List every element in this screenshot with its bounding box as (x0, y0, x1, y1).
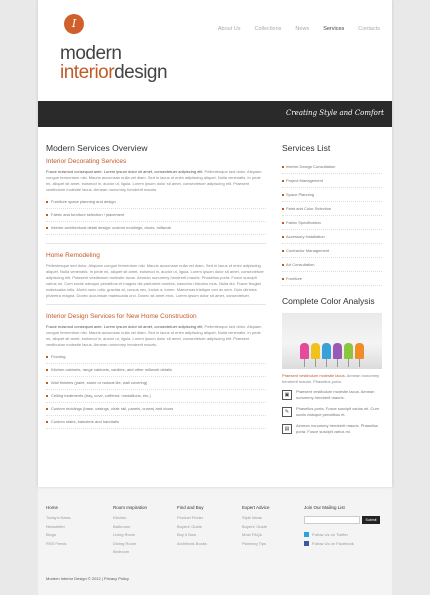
feature-item (282, 423, 382, 434)
submit-button[interactable]: Submit (362, 516, 380, 524)
services-list-item[interactable]: Space Planning (282, 188, 382, 202)
footer-col-room-inspiration (113, 505, 147, 558)
bullet-list (46, 351, 266, 429)
list-item: Custom moldings (base, casings, chair rail, panels, crown) and doors (46, 403, 266, 416)
footer-heading: Expert Advice (242, 505, 270, 510)
footer-link[interactable]: Kitchen (113, 515, 127, 520)
footer-link[interactable]: Today's News (46, 515, 71, 520)
paragraph-body: Pellentesque sed dolor. Aliquam congue fermentum nisl. Mauris accumsan nulla vel diam. Sed in lacus ut enim adipiscing aliquet. Nulla venenatis. In pede mi, aliquet sit amet, euismod in, auctor ut, ligula. Lorem ipsum dolor sit amet, consectetuer adipiscing elit. Praesent vestibulum molestie lacus. Aenean nonummy hendrerit mauris. (46, 169, 262, 192)
feature-text: Aenean nonummy hendrerit mauris. Phasellus porta. Fusce suscipit varius mi. (296, 423, 379, 434)
services-list-item[interactable]: Fabric Specification (282, 216, 382, 230)
twitter-link[interactable] (304, 532, 348, 537)
list-item: Furniture space planning and design (46, 196, 266, 209)
facebook-icon (304, 541, 309, 546)
list-item: Custom stairs, balusters and handrails (46, 416, 266, 429)
divider (46, 243, 266, 244)
footer-link[interactable]: Product Finder (177, 515, 204, 520)
list-item: Wall finishes (paint, stone or natural tile, wall covering) (46, 377, 266, 390)
nav-services[interactable]: Services (323, 26, 345, 32)
footer-link[interactable]: Buyers' Guide (242, 523, 267, 529)
footer-heading: Find and Buy (177, 505, 204, 510)
banner-tagline: Creating Style and Comfort (285, 109, 384, 117)
paragraph-lead: Fusce euismod consequat ante. Lorem ipsum dolor sit amet, consectetuer adipiscing elit. (46, 324, 204, 329)
feature-item (282, 389, 382, 400)
footer-link[interactable]: Most FAQs (242, 532, 262, 537)
list-item: Flooring (46, 351, 266, 364)
footer-link[interactable]: Bedroom (113, 549, 130, 554)
divider (46, 304, 266, 305)
footer-col-expert-advice (242, 505, 270, 549)
nav-contacts[interactable]: Contacts (358, 26, 380, 32)
sidebar-title: Services List (282, 143, 331, 153)
chair-shape (300, 343, 309, 359)
chair-shape (355, 343, 364, 359)
section-heading-new-construction: Interior Design Services for New Home Construction (46, 313, 197, 320)
page (38, 0, 392, 595)
section-paragraph (46, 324, 266, 348)
footer-link[interactable]: Living Room (113, 532, 136, 537)
footer-link[interactable]: RSS Feeds (46, 540, 67, 546)
chair-shape (311, 343, 320, 359)
services-list-item[interactable]: Art Consultation (282, 258, 382, 272)
paragraph-body: Pellentesque sed dolor. Aliquam congue fermentum nisl. Mauris accumsan nulla vel diam. Sed in lacus ut enim adipiscing aliquet. Nulla venenatis. In pede mi, aliquet sit amet, euismod in, auctor ut, ligula. Lorem ipsum dolor sit amet, consectetuer adipiscing elit. Praesent vestibulum molestie lacus. Aenean nonummy hendrerit mauris. (46, 324, 262, 347)
footer-link[interactable]: Newsletter (46, 523, 65, 529)
main-column (46, 143, 266, 437)
footer-col-find-and-buy (177, 505, 207, 549)
facebook-link[interactable] (304, 541, 354, 546)
footer-heading: Home (46, 505, 59, 510)
footer-heading: Join Our Mailing List (304, 505, 345, 510)
chair-shape (344, 343, 353, 359)
footer-link[interactable]: Buyers' Guide (177, 523, 202, 529)
nav-news[interactable]: News (295, 26, 310, 32)
footer-col-mailing-list (304, 505, 384, 555)
services-list-item[interactable]: Furniture (282, 272, 382, 286)
logo-icon[interactable]: I (64, 14, 84, 34)
services-list-item[interactable]: Interior Design Consultation (282, 160, 382, 174)
email-input[interactable] (304, 516, 360, 524)
content-card (38, 0, 392, 487)
footer-link[interactable]: Blogs (46, 532, 57, 537)
chair-shape (322, 343, 331, 359)
list-item: Interior architectural detail design: custom moldings, doors, millwork (46, 222, 266, 235)
analysis-paragraph (282, 373, 382, 385)
feature-text: Phasellus porta. Fusce suscipit varius mi. Cum sociis natoque penatibus et. (296, 406, 379, 417)
footer-link[interactable]: Architects Books (177, 540, 207, 546)
section-heading-remodeling: Home Remodeling (46, 252, 100, 259)
footer-heading: Room Inspiration (113, 505, 148, 510)
document-icon: ▤ (282, 424, 292, 434)
page-title: Modern Services Overview (46, 143, 148, 153)
bullet-list (46, 196, 266, 235)
list-item: Ceiling treatments (tray, cove, coffered, medallions, etc.) (46, 390, 266, 403)
services-list-item[interactable]: Contractor Management (282, 244, 382, 258)
paragraph-lead: Fusce euismod consequat ante. Lorem ipsum dolor sit amet, consectetuer adipiscing elit. (46, 169, 204, 174)
feature-item (282, 406, 382, 417)
logo-text-design: design (114, 62, 168, 83)
feature-text: Praesent vestibulum molestie lacus. Aenean nonummy hendrerit mauris. (296, 389, 375, 400)
banner (38, 101, 392, 127)
services-list-item[interactable]: Accessory Installation (282, 230, 382, 244)
footer-link[interactable]: Dining Room (113, 540, 137, 546)
sidebar (282, 143, 382, 440)
chairs-photo (282, 313, 382, 369)
list-item: Kitchen cabinets, range cabinets, vanities, and other millwork details (46, 364, 266, 377)
analysis-title: Complete Color Analysis (282, 296, 375, 306)
list-item: Fabric and furniture selection / placement (46, 209, 266, 222)
section-heading-decorating: Interior Decorating Services (46, 158, 127, 165)
pencil-icon: ✎ (282, 407, 292, 417)
footer-col-home (46, 505, 71, 549)
image-icon: ▣ (282, 390, 292, 400)
logo-text-interior: interior (60, 62, 115, 83)
main-nav (218, 26, 380, 32)
facebook-label: Follow Us on Facebook (312, 541, 354, 546)
footer-link[interactable]: Bathroom (113, 523, 131, 529)
footer-link[interactable]: Planning Tips (242, 540, 267, 546)
analysis-lead: Praesent vestibulum molestie lacus. (282, 373, 346, 378)
services-list-item[interactable]: Paint and Color Selection (282, 202, 382, 216)
footer-link[interactable]: Buy it Now (177, 532, 197, 537)
nav-about-us[interactable]: About Us (217, 26, 241, 32)
logo-text-line1[interactable]: modern (60, 43, 122, 64)
logo-text-line2[interactable] (60, 63, 167, 83)
copyright: Modern Interior Design © 2012 | Privacy Policy (46, 576, 129, 581)
analysis-body: Aenean nonummy hendrerit mauris. Phasellus porta. (282, 373, 380, 384)
services-list (282, 160, 382, 286)
nav-collections[interactable]: Collections (254, 26, 282, 32)
twitter-label: Follow Us on Twitter (312, 532, 348, 537)
footer-link[interactable]: Style Ideas (242, 515, 262, 520)
twitter-icon (304, 532, 309, 537)
chair-shape (333, 343, 342, 359)
section-paragraph: Pellentesque sed dolor. Aliquam congue fermentum nisl. Mauris accumsan nulla vel diam. Sed in lacus ut enim adipiscing aliquet. Nulla venenatis. In pede mi, aliquet sit amet, euismod in, auctor ut, ligula. Lorem ipsum dolor sit amet, consectetuer adipiscing elit. Praesent vestibulum molestie lacus. Aenean nonummy hendrerit mauris. Phasellus porta. Fusce suscipit varius mi. Cum sociis natoque penatibus et magnis dis parturient montes, nascetur ridiculus mus. Nulla dui. Fusce feugiat malesuada odio. Morbi nunc odio, gravida at, cursus nec, luctus a, lorem. Maecenas tristique orci ac sem. Duis ultricies pharetra magna. Donec accumsan malesuada orci. Donec sit amet eros. Lorem ipsum dolor sit amet, consectetuer. (46, 263, 264, 298)
services-list-item[interactable]: Project Management (282, 174, 382, 188)
section-paragraph (46, 169, 266, 193)
